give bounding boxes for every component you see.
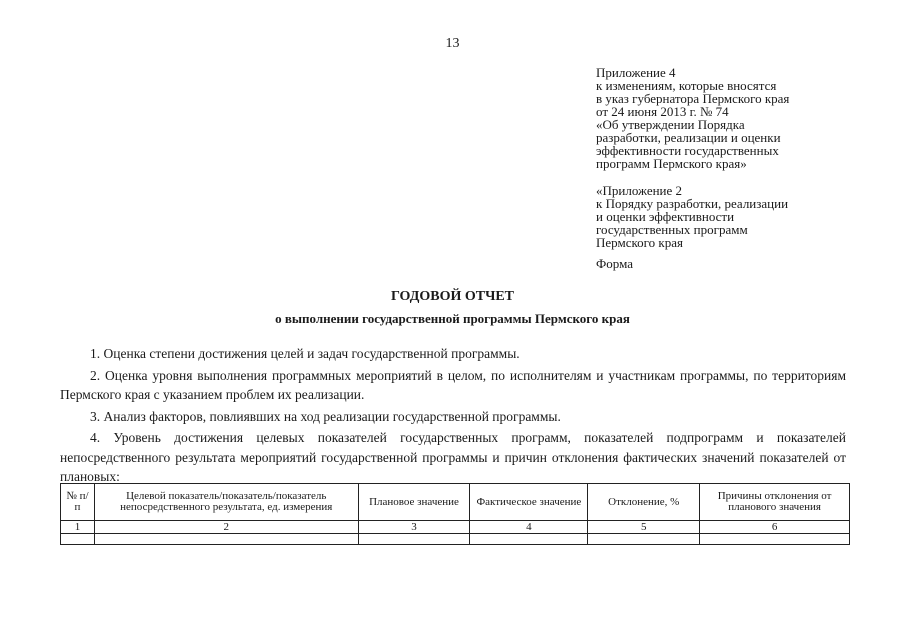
empty-cell — [94, 534, 358, 545]
column-number-cell: 1 — [61, 521, 95, 534]
document-title: ГОДОВОЙ ОТЧЕТ — [390, 289, 515, 304]
report-item: 3. Анализ факторов, повлиявших на ход реализации государственной программы. — [90, 408, 561, 424]
table-header-row — [61, 484, 850, 521]
report-item: 2. Оценка уровня выполнения программных мероприятий в целом, по исполнителям и участникам программы, по территориям Пермского края с указанием проблем их реализации. — [60, 367, 846, 402]
report-item: 1. Оценка степени достижения целей и задач государственной программы. — [90, 346, 520, 361]
inner-appendix-line: Пермского края — [596, 235, 683, 250]
table-row — [61, 534, 850, 545]
header-deviation: Отклонение, % — [588, 484, 700, 521]
appendix-line: программ Пермского края» — [596, 156, 747, 171]
form-label: Форма — [596, 256, 633, 271]
appendix-line: Приложение 4 — [596, 65, 676, 80]
header-planned-value: Плановое значение — [358, 484, 470, 521]
column-number-cell: 5 — [588, 521, 700, 534]
empty-cell — [470, 534, 588, 545]
inner-appendix-line: и оценки эффективности — [596, 209, 735, 224]
header-indicator: Целевой показатель/показатель/показатель непосредственного результата, ед. измерения — [94, 484, 358, 521]
column-number-cell: 2 — [94, 521, 358, 534]
inner-appendix-line: государственных программ — [596, 222, 748, 237]
empty-cell — [700, 534, 850, 545]
empty-cell — [358, 534, 470, 545]
report-items — [60, 344, 846, 489]
report-item: 4. Уровень достижения целевых показателей государственных программ, показателей подпрограмм и показателей непосредственного результата мероприятий государственной программы и причин отклонения фактических значений показателей от плановых: — [60, 430, 846, 484]
appendix-line: эффективности государственных — [596, 143, 779, 158]
empty-cell — [61, 534, 95, 545]
header-number: № п/п — [61, 484, 95, 521]
appendix-line: «Об утверждении Порядка — [596, 117, 745, 132]
indicators-table — [60, 483, 850, 545]
appendix-line: в указ губернатора Пермского края — [596, 91, 790, 106]
column-number-cell: 3 — [358, 521, 470, 534]
inner-appendix-line: к Порядку разработки, реализации — [596, 196, 789, 211]
column-number-cell: 6 — [700, 521, 850, 534]
table-row — [61, 521, 850, 534]
column-number-cell: 4 — [470, 521, 588, 534]
appendix-line: к изменениям, которые вносятся — [596, 78, 777, 93]
appendix-line: от 24 июня 2013 г. № 74 — [596, 104, 729, 119]
header-deviation-reasons: Причины отклонения от планового значения — [700, 484, 850, 521]
page-number: 13 — [445, 36, 460, 51]
appendix-spacer — [596, 170, 876, 184]
inner-appendix-line: «Приложение 2 — [596, 183, 683, 198]
document-subtitle: о выполнении государственной программы Пермского края — [275, 311, 630, 326]
appendix-line: разработки, реализации и оценки — [596, 130, 781, 145]
appendix-block — [596, 66, 876, 249]
header-actual-value: Фактическое значение — [470, 484, 588, 521]
empty-cell — [588, 534, 700, 545]
